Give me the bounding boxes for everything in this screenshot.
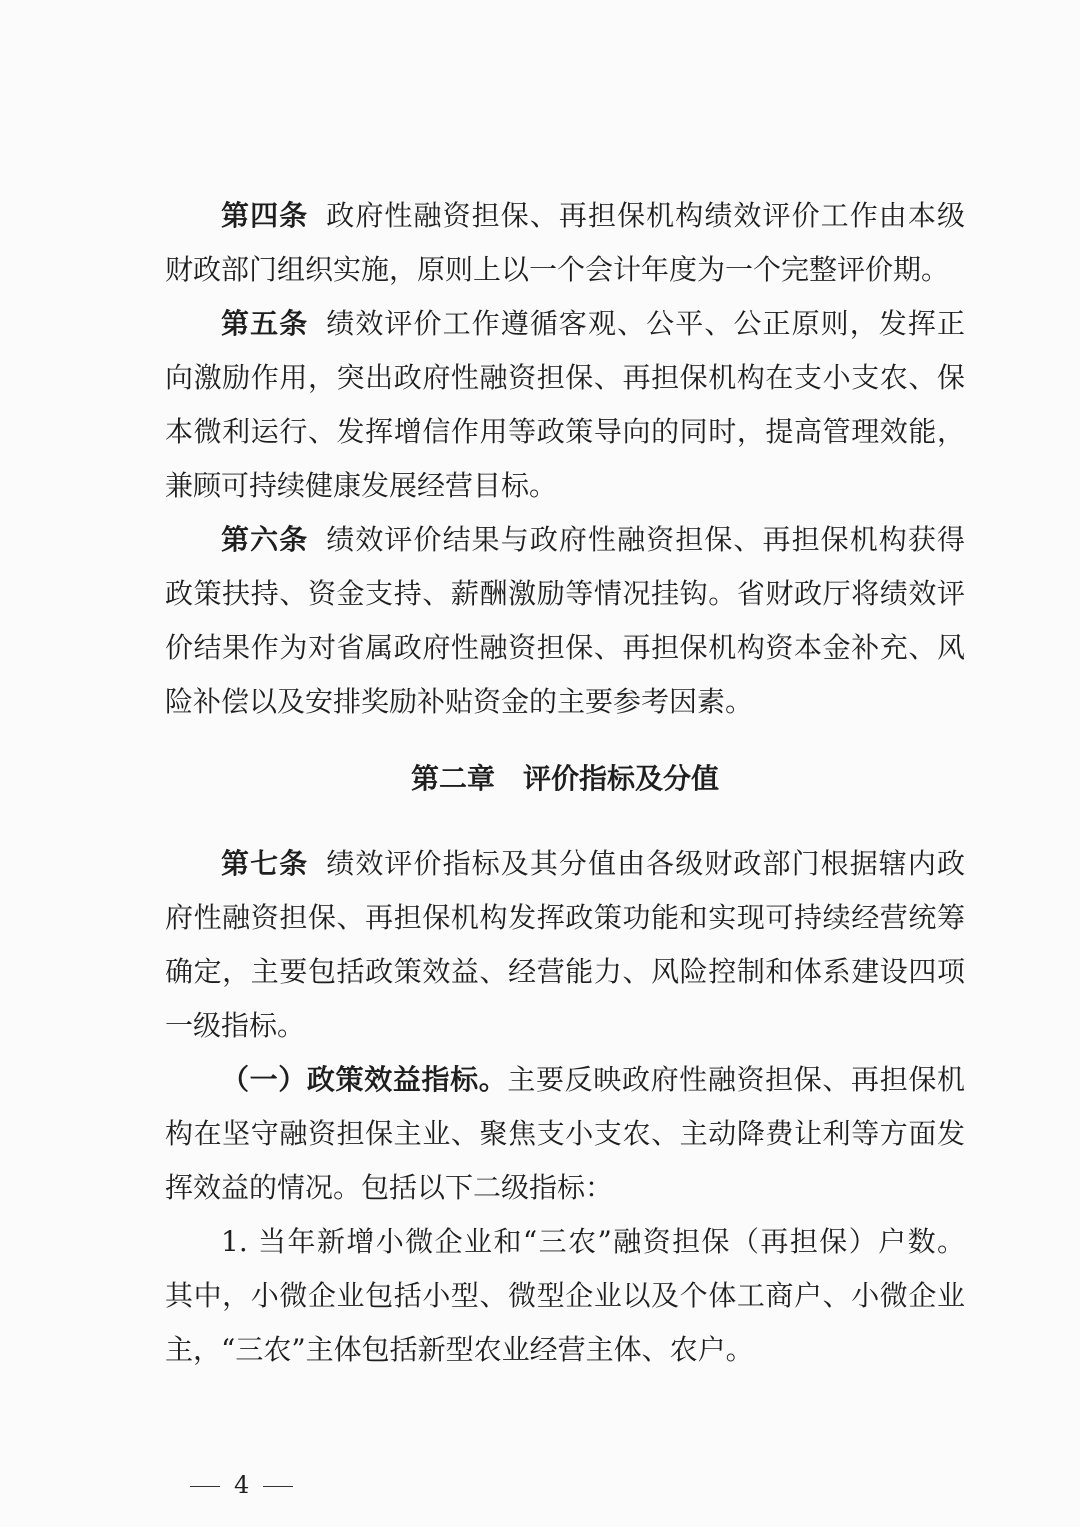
article-5-line-4: 兼顾可持续健康发展经营目标。: [165, 469, 558, 502]
article-4-line-1: 第四条 政府性融资担保、再担保机构绩效评价工作由本级: [221, 199, 965, 232]
article-5-line-1: 第五条 绩效评价工作遵循客观、公平、公正原则，发挥正: [221, 307, 965, 340]
chapter-title: 评价指标及分值: [523, 762, 720, 795]
page-number: 4: [234, 1471, 250, 1499]
article-7-line-3: 确定，主要包括政策效益、经营能力、风险控制和体系建设四项: [165, 955, 965, 988]
article-6-line-4: 险补偿以及安排奖励补贴资金的主要参考因素。: [165, 685, 754, 718]
footer-dash-right: [263, 1486, 293, 1488]
article-4-line-2: 财政部门组织实施，原则上以一个会计年度为一个完整评价期。: [165, 253, 950, 286]
article-7-label: 第七条: [221, 847, 309, 880]
article-6-line-1: 第六条 绩效评价结果与政府性融资担保、再担保机构获得: [221, 523, 965, 556]
item-1-line-1: 1. 当年新增小微企业和“三农”融资担保（再担保）户数。: [221, 1225, 965, 1258]
article-6-label: 第六条: [221, 523, 309, 556]
chapter-heading: [165, 752, 965, 806]
policy-benefit-line-1: （一）政策效益指标。主要反映政府性融资担保、再担保机: [221, 1063, 965, 1096]
policy-benefit-section: [165, 1053, 965, 1215]
article-4: [165, 189, 965, 297]
article-6: [165, 513, 965, 729]
indicator-item-1: [165, 1215, 965, 1377]
footer-dash-left: [190, 1486, 220, 1488]
policy-benefit-line-3: 挥效益的情况。包括以下二级指标：: [165, 1171, 614, 1204]
article-5-line-2: 向激励作用，突出政府性融资担保、再担保机构在支小支农、保: [165, 361, 965, 394]
article-7-line-1: 第七条 绩效评价指标及其分值由各级财政部门根据辖内政: [221, 847, 965, 880]
article-5-line-3: 本微利运行、发挥增信作用等政策导向的同时，提高管理效能，: [165, 415, 965, 448]
item-1-line-2: 其中，小微企业包括小型、微型企业以及个体工商户、小微企业: [165, 1279, 965, 1312]
policy-benefit-line-2: 构在坚守融资担保主业、聚焦支小支农、主动降费让利等方面发: [165, 1117, 965, 1150]
article-6-line-3: 价结果作为对省属政府性融资担保、再担保机构资本金补充、风: [165, 631, 965, 664]
article-5: [165, 297, 965, 513]
page-number-footer: [190, 1470, 293, 1500]
chapter-number: 第二章: [410, 762, 495, 795]
item-1-line-3: 主，“三农”主体包括新型农业经营主体、农户。: [165, 1333, 754, 1366]
article-7-line-2: 府性融资担保、再担保机构发挥政策功能和实现可持续经营统筹: [165, 901, 965, 934]
article-5-label: 第五条: [221, 307, 309, 340]
article-4-label: 第四条: [221, 199, 309, 232]
article-7: [165, 837, 965, 1053]
article-6-line-2: 政策扶持、资金支持、薪酬激励等情况挂钩。省财政厅将绩效评: [165, 577, 965, 610]
article-7-line-4: 一级指标。: [165, 1009, 306, 1042]
policy-benefit-heading: （一）政策效益指标。: [221, 1063, 508, 1096]
